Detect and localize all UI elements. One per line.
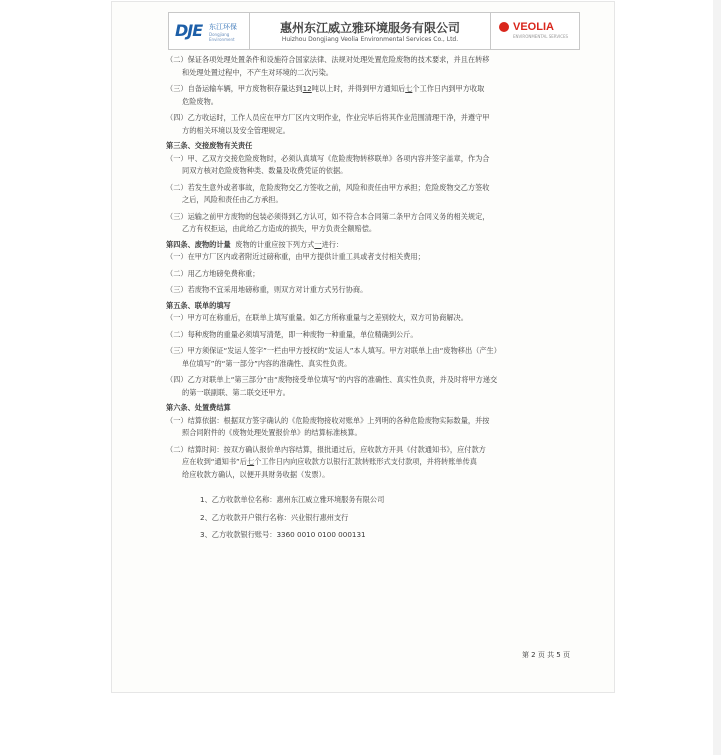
clause-6-2: （二）结算时间：按双方确认报价单内容结算，报批通过后，应收款方开具《付款通知书》，应付款方 应在收到“通知书”后七个工作日内向应收款方以银行汇款转账形式支付款项，并将转账单传真 给应收款方确认，以便开具财务收据（发票）。 [166, 444, 486, 479]
letterhead [168, 12, 580, 50]
section-5-title: 第五条、联单的填写 [166, 300, 231, 310]
dje-logo [169, 13, 250, 49]
clause-5-3: （三）甲方须保证“发运人签字”一栏由甲方授权的“发运人”本人填写。甲方对联单上由“废物移出（产生） 单位填写”的“第一部分”内容的准确性、真实性负责。 [166, 346, 501, 368]
dje-logo-cn: 东江环保 [209, 23, 237, 31]
veolia-logo-name: VEOLIA [513, 21, 554, 33]
veolia-icon [499, 22, 509, 32]
clause-2-2: （二）保证各项处理处置条件和设施符合国家法律、法规对处理处置危险废物的技术要求，并且在转移 和处理处置过程中，不产生对环境的二次污染。 [166, 55, 490, 77]
payee-account: 3、乙方收款银行账号：3360 0010 0100 000131 [200, 530, 366, 539]
veolia-logo [490, 13, 579, 49]
viewer-scrollbar[interactable] [713, 0, 721, 755]
clause-3-2: （二）若发生意外或者事故，危险废物交乙方签收之前，风险和责任由甲方承担；危险废物交乙方签收 之后，风险和责任由乙方承担。 [166, 182, 490, 204]
clause-2-4: （四）乙方收运时，工作人员应在甲方厂区内文明作业，作业完毕后将其作业范围清理干净，并遵守甲 方的相关环境以及安全管理规定。 [166, 113, 490, 135]
page-number: 第 2 页 共 5 页 [521, 651, 570, 659]
payee-name: 1、乙方收款单位名称：惠州东江威立雅环境服务有限公司 [200, 495, 385, 504]
clause-2-3: （三）自备运输车辆，甲方废物积存量达到12吨以上时，并得到甲方通知后七个工作日内到甲方收取 危险废物。 [166, 84, 485, 106]
contract-body [166, 54, 586, 544]
section-3-title: 第三条、交接废物有关责任 [166, 141, 253, 150]
company-name-cn: 惠州东江威立雅环境服务有限公司 [279, 21, 460, 35]
section-4-title: 第四条、废物的计量 废物的计重应按下列方式一进行： [166, 239, 344, 249]
clause-6-1: （一）结算依据：根据双方签字确认的《危险废物接收对账单》上列明的各种危险废物实际数量，并按 照合同附件的《废物处理处置报价单》的结算标准核算。 [166, 415, 490, 437]
clause-5-1: （一）甲方可在称重后，在联单上填写重量。如乙方所称重量与之差别较大，双方可协商解决。 [166, 313, 468, 322]
payee-bank: 2、乙方收款开户银行名称：兴业银行惠州支行 [200, 512, 349, 522]
clause-3-3: （三）运输之前甲方废物的包装必须得到乙方认可，如不符合本合同第二条甲方合同义务的相关规定， 乙方有权拒运，由此给乙方造成的损失，甲方负责全额赔偿。 [166, 211, 490, 233]
veolia-logo-sub: ENVIRONMENTAL SERVICES [513, 34, 569, 39]
document-page [112, 2, 614, 692]
dje-logo-en: Dongjiang Environment [209, 32, 235, 42]
dje-logo-mark: DJE [175, 21, 203, 40]
section-6-title: 第六条、处置费结算 [166, 403, 231, 412]
clause-4-3: （三）若废物不宜采用地磅称重，则双方对计重方式另行协商。 [166, 285, 368, 294]
clause-3-1: （一）甲、乙双方交接危险废物时，必须认真填写《危险废物转移联单》各项内容并签字盖章，作为合 同双方核对危险废物种类、数量及收费凭证的依据。 [166, 153, 490, 175]
clause-4-1: （一）在甲方厂区内或者附近过磅称重，由甲方提供计重工具或者支付相关费用； [166, 252, 425, 261]
clause-5-4: （四）乙方对联单上“第三部分”由“废物接受单位填写”的内容的准确性、真实性负责，并及时将甲方递交 的第一联副联、第二联交还甲方。 [166, 375, 498, 397]
clause-4-2: （二）用乙方地磅免费称重； [166, 268, 260, 278]
company-name-en: Huizhou Dongjiang Veolia Environmental Services Co., Ltd. [281, 36, 459, 43]
clause-5-2: （二）每种废物的重量必须填写清楚，即一种废物一种重量，单位精确到公斤。 [166, 329, 418, 339]
